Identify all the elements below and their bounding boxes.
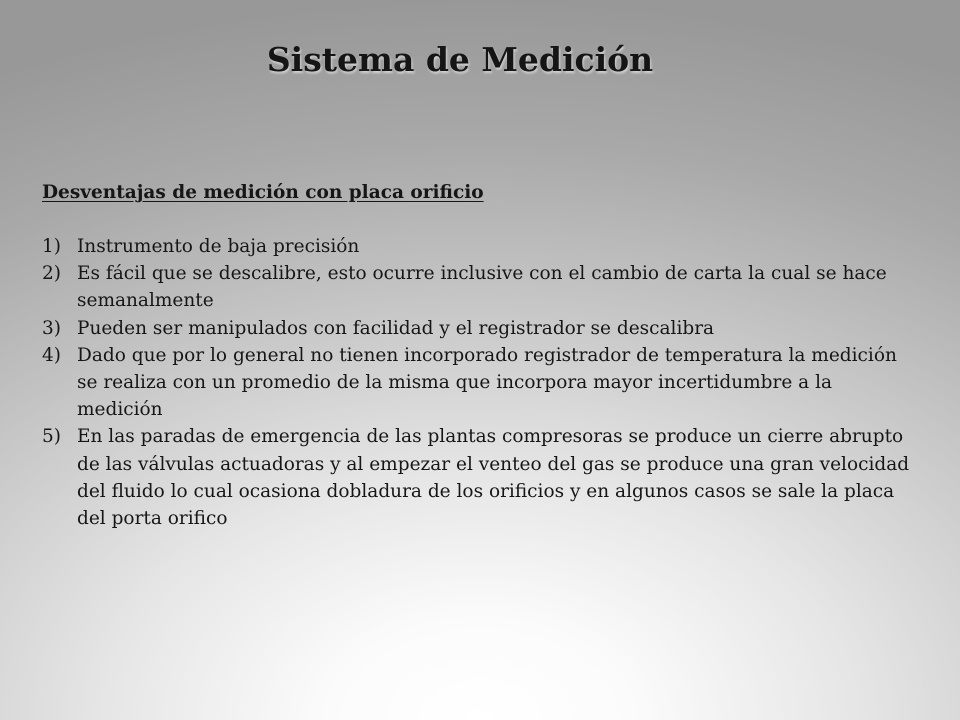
list-item-number: 2) — [42, 263, 61, 285]
disadvantages-list — [42, 233, 922, 532]
list-item-text: Dado que por lo general no tienen incorporado registrador de temperatura la medición se realiza con un promedio de la misma que incorpora mayor incertidumbre a la medición — [77, 344, 897, 421]
slide-title: Sistema de Medición — [266, 40, 654, 79]
list-item-text: Pueden ser manipulados con facilidad y el registrador se descalibra — [77, 317, 715, 339]
list-item-text: Instrumento de baja precisión — [77, 236, 360, 257]
list-item — [42, 260, 922, 314]
list-item-text: Es fácil que se descalibre, esto ocurre inclusive con el cambio de carta la cual se hace semanalmente — [77, 263, 887, 312]
list-item — [42, 233, 922, 260]
section-heading: Desventajas de medición con placa orificio — [42, 182, 484, 203]
slide-content — [42, 179, 922, 532]
list-item-text: En las paradas de emergencia de las plantas compresoras se produce un cierre abrupto de las válvulas actuadoras y al empezar el venteo del gas se produce una gran velocidad del fluido lo cual ocasiona dobladura de los orificios y en algunos casos se sale la placa del porta orifico — [77, 426, 910, 530]
list-item-number: 4) — [42, 344, 61, 366]
list-item-number: 5) — [42, 426, 61, 448]
list-item — [42, 423, 922, 532]
list-item — [42, 315, 922, 342]
list-item-number: 1) — [42, 236, 61, 257]
list-item-number: 3) — [42, 317, 61, 339]
list-item — [42, 342, 922, 424]
